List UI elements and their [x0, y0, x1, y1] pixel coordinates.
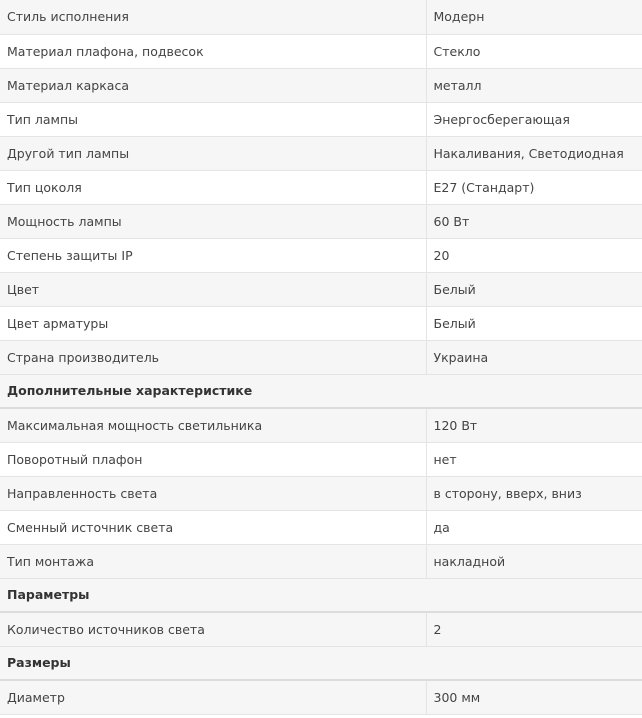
spec-name: Тип цоколя: [0, 170, 426, 204]
spec-name: Тип монтажа: [0, 544, 426, 578]
spec-row: [0, 238, 642, 272]
spec-value: накладной: [426, 544, 642, 578]
spec-row: [0, 340, 642, 374]
spec-value: Украина: [426, 340, 642, 374]
spec-row: [0, 544, 642, 578]
spec-value: Накаливания, Светодиодная: [426, 136, 642, 170]
spec-name: Цвет: [0, 272, 426, 306]
section-header-row: [0, 374, 642, 408]
spec-row: [0, 306, 642, 340]
section-title: Дополнительные характеристике: [0, 374, 642, 408]
spec-row: [0, 442, 642, 476]
spec-value: Модерн: [426, 0, 642, 34]
spec-value: в сторону, вверх, вниз: [426, 476, 642, 510]
spec-value: 2: [426, 612, 642, 646]
spec-row: [0, 476, 642, 510]
spec-value: 120 Вт: [426, 408, 642, 442]
spec-name: Материал каркаса: [0, 68, 426, 102]
spec-value: Энергосберегающая: [426, 102, 642, 136]
spec-name: Сменный источник света: [0, 510, 426, 544]
spec-value: E27 (Стандарт): [426, 170, 642, 204]
spec-row: [0, 136, 642, 170]
spec-name: Цвет арматуры: [0, 306, 426, 340]
spec-value: Белый: [426, 306, 642, 340]
spec-row: [0, 102, 642, 136]
section-header-row: [0, 646, 642, 680]
spec-name: Мощность лампы: [0, 204, 426, 238]
spec-name: Тип лампы: [0, 102, 426, 136]
spec-name: Направленность света: [0, 476, 426, 510]
spec-value: 300 мм: [426, 680, 642, 714]
spec-row: [0, 0, 642, 34]
spec-name: Диаметр: [0, 680, 426, 714]
spec-value: Белый: [426, 272, 642, 306]
spec-value: 20: [426, 238, 642, 272]
spec-name: Другой тип лампы: [0, 136, 426, 170]
spec-name: Стиль исполнения: [0, 0, 426, 34]
spec-value: Стекло: [426, 34, 642, 68]
spec-name: Количество источников света: [0, 612, 426, 646]
spec-row: [0, 510, 642, 544]
spec-value: да: [426, 510, 642, 544]
spec-name: Максимальная мощность светильника: [0, 408, 426, 442]
section-title: Размеры: [0, 646, 642, 680]
spec-row: [0, 34, 642, 68]
section-header-row: [0, 578, 642, 612]
spec-row: [0, 612, 642, 646]
spec-value: нет: [426, 442, 642, 476]
spec-row: [0, 204, 642, 238]
spec-name: Страна производитель: [0, 340, 426, 374]
spec-name: Поворотный плафон: [0, 442, 426, 476]
spec-name: Материал плафона, подвесок: [0, 34, 426, 68]
spec-name: Степень защиты IP: [0, 238, 426, 272]
spec-row: [0, 408, 642, 442]
spec-value: 60 Вт: [426, 204, 642, 238]
spec-row: [0, 68, 642, 102]
spec-row: [0, 680, 642, 714]
spec-row: [0, 272, 642, 306]
spec-row: [0, 170, 642, 204]
section-title: Параметры: [0, 578, 642, 612]
spec-value: металл: [426, 68, 642, 102]
